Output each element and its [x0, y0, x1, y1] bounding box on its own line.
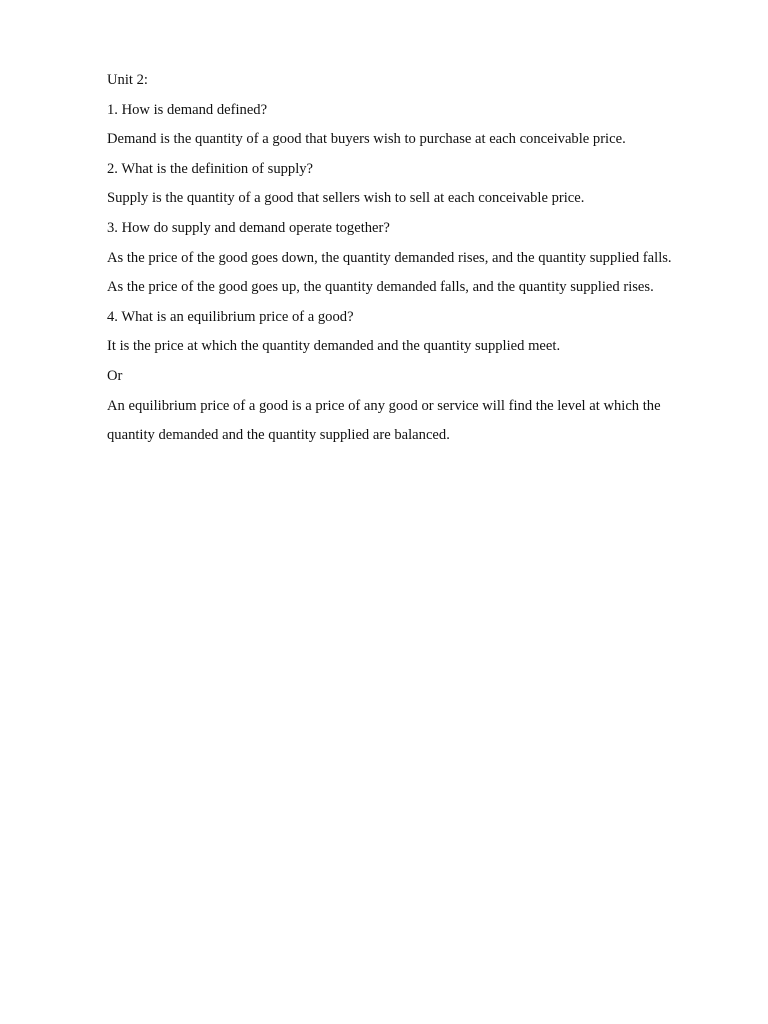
answer-1: Demand is the quantity of a good that buyers wish to purchase at each conceivable price. [107, 131, 626, 148]
answer-4-alt-line-2: quantity demanded and the quantity supplied are balanced. [107, 427, 450, 444]
document-page [107, 66, 707, 451]
question-3: 3. How do supply and demand operate together? [107, 219, 390, 236]
answer-2: Supply is the quantity of a good that sellers wish to sell at each conceivable price. [107, 190, 585, 207]
question-1: 1. How is demand defined? [107, 101, 268, 118]
answer-3-line-1: As the price of the good goes down, the quantity demanded rises, and the quantity supplied falls. [107, 249, 672, 266]
answer-4: It is the price at which the quantity demanded and the quantity supplied meet. [107, 338, 561, 355]
answer-4-or: Or [107, 367, 123, 384]
unit-heading: Unit 2: [107, 72, 148, 88]
question-4: 4. What is an equilibrium price of a good? [107, 308, 354, 325]
question-2: 2. What is the definition of supply? [107, 160, 314, 177]
answer-3-line-2: As the price of the good goes up, the quantity demanded falls, and the quantity supplied rises. [107, 279, 654, 296]
answer-4-alt-line-1: An equilibrium price of a good is a price of any good or service will find the level at which the [107, 397, 661, 414]
